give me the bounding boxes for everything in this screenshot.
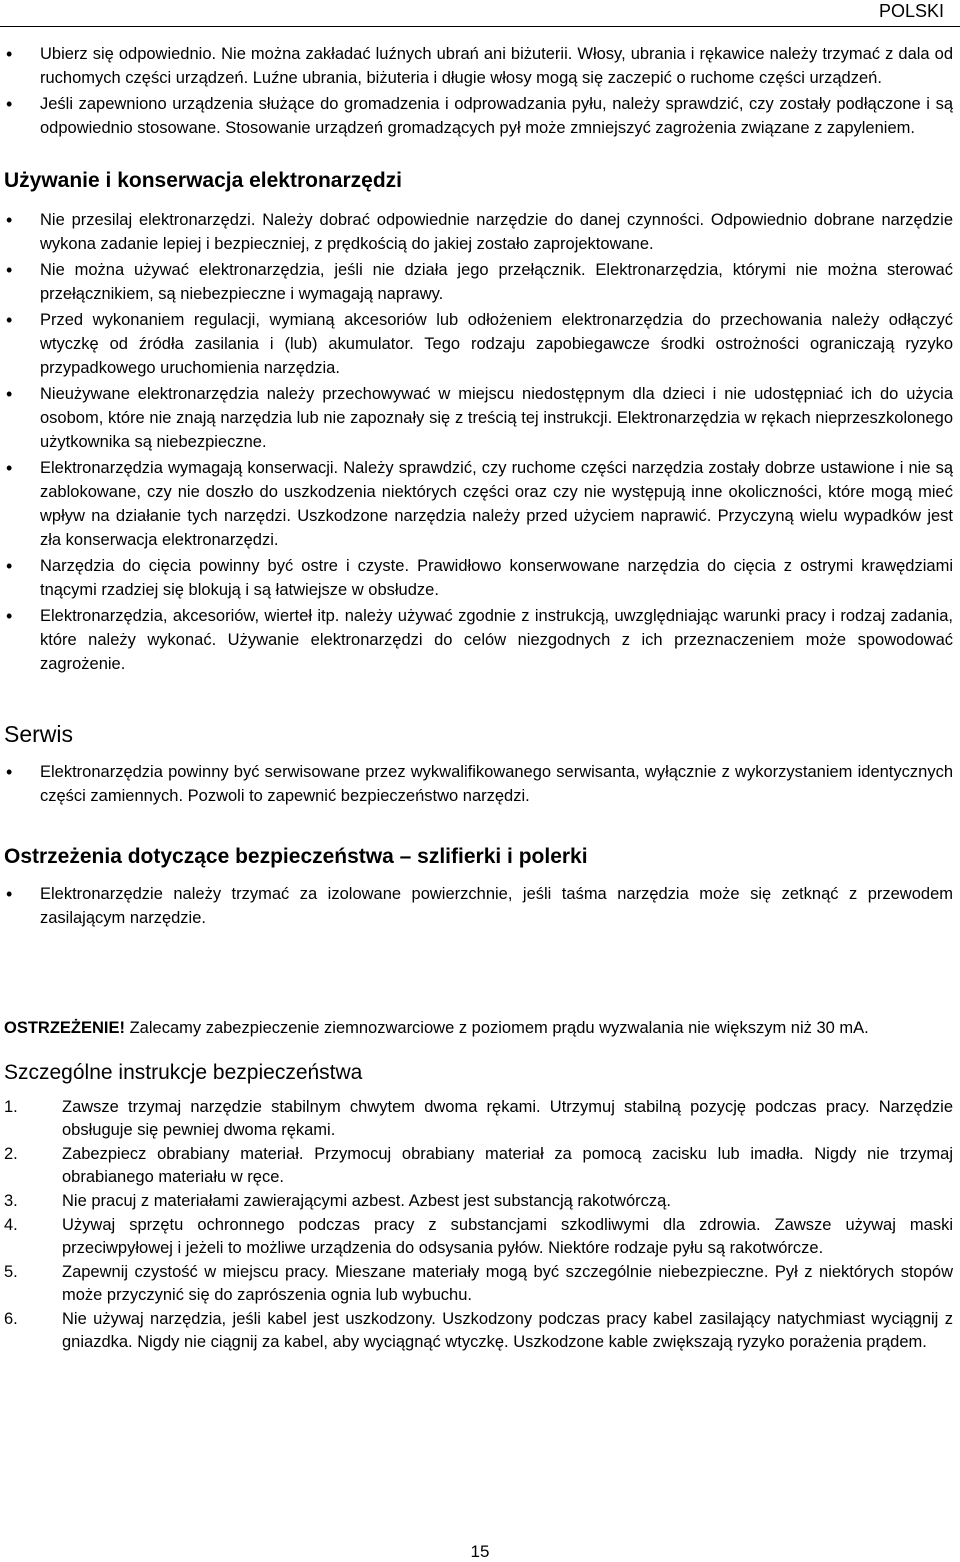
special-instructions-list [4, 1096, 953, 1354]
rcd-warning [4, 1016, 953, 1040]
list-item: • Elektronarzędzia, akcesoriów, wierteł itp. należy używać zgodnie z instrukcją, uwzględniając warunki pracy i rodzaj zadania, które należy wykonać. Używanie elektronarzędzi do celów niezgodnych z ich przeznaczeniem może spowodować zagrożenie. [4, 604, 953, 676]
intro-bullet-list [4, 42, 953, 140]
use-and-care-bullet-list [4, 208, 953, 676]
list-item: • Nieużywane elektronarzędzia należy przechowywać w miejscu niedostępnym dla dzieci i nie udostępniać ich do użycia osobom, które nie znają narzędzia lub nie zapoznały się z treścią tej instrukcji. Elektronarzędzia w rękach nieprzeszkolonego użytkownika są niebezpieczne. [4, 382, 953, 454]
list-item: • Nie można używać elektronarzędzia, jeśli nie działa jego przełącznik. Elektronarzędzia, którymi nie można sterować przełącznikiem, są niebezpieczne i wymagają naprawy. [4, 258, 953, 306]
item-number: 1. [4, 1098, 18, 1116]
numbered-item [4, 1096, 953, 1142]
item-text: Nie pracuj z materiałami zawierającymi azbest. Azbest jest substancją rakotwórczą. [62, 1192, 671, 1210]
page-number: 15 [470, 1542, 490, 1561]
list-item: • Jeśli zapewniono urządzenia służące do gromadzenia i odprowadzania pyłu, należy sprawdzić, czy zostały podłączone i są odpowiednio stosowane. Stosowanie urządzeń gromadzących pył może zmniejszyć zagrożenia związane z zapyleniem. [4, 92, 953, 140]
document-body [4, 42, 953, 1355]
item-text: Używaj sprzętu ochronnego podczas pracy z substancjami szkodliwymi dla zdrowia. Zawsze używaj maski przeciwpyłowej i jeżeli to możliwe urządzenia do odsysania pyłów. Niektóre rodzaje pyłu są rakotwórcze. [62, 1216, 953, 1257]
numbered-item [4, 1190, 953, 1213]
item-number: 6. [4, 1310, 18, 1328]
warning-label: OSTRZEŻENIE! [4, 1019, 126, 1037]
grinder-bullet-list [4, 882, 953, 930]
section-title-special-instructions: Szczególne instrukcje bezpieczeństwa [4, 1061, 363, 1084]
numbered-item [4, 1143, 953, 1189]
item-number: 2. [4, 1145, 18, 1163]
item-number: 5. [4, 1263, 18, 1281]
list-item: • Przed wykonaniem regulacji, wymianą akcesoriów lub odłożeniem elektronarzędzia do przechowania należy odłączyć wtyczkę od źródła zasilania i (lub) akumulator. Tego rodzaju zapobiegawcze środki ostrożności ograniczają ryzyko przypadkowego uruchomienia narzędzia. [4, 308, 953, 380]
item-text: Zabezpiecz obrabiany materiał. Przymocuj obrabiany materiał za pomocą zacisku lub imadła. Nigdy nie trzymaj obrabianego materiału w ręce. [62, 1145, 953, 1186]
item-text: Nie używaj narzędzia, jeśli kabel jest uszkodzony. Uszkodzony podczas pracy kabel zasilający natychmiast wyciągnij z gniazdka. Nigdy nie ciągnij za kabel, aby wyciągnąć wtyczkę. Uszkodzone kable zwiększają ryzyko porażenia prądem. [62, 1310, 953, 1351]
section-title-use-and-care: Używanie i konserwacja elektronarzędzi [4, 169, 402, 192]
header-divider [0, 26, 960, 27]
list-item: • Narzędzia do cięcia powinny być ostre i czyste. Prawidłowo konserwowane narzędzia do cięcia z ostrymi krawędziami tnącymi rzadziej się blokują i są łatwiejsze w obsłudze. [4, 554, 953, 602]
numbered-item [4, 1261, 953, 1307]
warning-text: Zalecamy zabezpieczenie ziemnozwarciowe z poziomem prądu wyzwalania nie większym niż 30 mA. [125, 1019, 869, 1037]
page-header-language: POLSKI [878, 1, 944, 21]
numbered-item [4, 1214, 953, 1260]
numbered-item [4, 1308, 953, 1354]
section-title-grinder-warnings: Ostrzeżenia dotyczące bezpieczeństwa – szlifierki i polerki [4, 845, 588, 868]
list-item: • Ubierz się odpowiednio. Nie można zakładać luźnych ubrań ani biżuterii. Włosy, ubrania i rękawice należy trzymać z dala od ruchomych części urządzeń. Luźne ubrania, biżuteria i długie włosy mogą się zaczepić o ruchome części urządzeń. [4, 42, 953, 90]
service-bullet-list [4, 760, 953, 808]
list-item: • Elektronarzędzie należy trzymać za izolowane powierzchnie, jeśli taśma narzędzia może się zetknąć z przewodem zasilającym narzędzie. [4, 882, 953, 930]
item-number: 3. [4, 1192, 18, 1210]
section-title-service: Serwis [4, 721, 74, 747]
item-text: Zawsze trzymaj narzędzie stabilnym chwytem dwoma rękami. Utrzymuj stabilną pozycję podczas pracy. Narzędzie obsługuje się pewniej dwoma rękami. [62, 1098, 953, 1139]
list-item: • Nie przesilaj elektronarzędzi. Należy dobrać odpowiednie narzędzie do danej czynności. Odpowiednio dobrane narzędzie wykona zadanie lepiej i bezpieczniej, z prędkością do jakiej zostało zaprojektowane. [4, 208, 953, 256]
item-text: Zapewnij czystość w miejscu pracy. Mieszane materiały mogą być szczególnie niebezpieczne. Pył z niektórych stopów może przyczynić się do zaprószenia ognia lub wybuchu. [62, 1263, 953, 1304]
item-number: 4. [4, 1216, 18, 1234]
list-item: • Elektronarzędzia wymagają konserwacji. Należy sprawdzić, czy ruchome części narzędzia zostały dobrze ustawione i nie są zablokowane, czy nie doszło do uszkodzenia niektórych części oraz czy nie występują inne okoliczności, które mogą mieć wpływ na działanie tych narzędzi. Uszkodzone narzędzia należy przed użyciem naprawić. Przyczyną wielu wypadków jest zła konserwacja elektronarzędzi. [4, 456, 953, 552]
list-item: • Elektronarzędzia powinny być serwisowane przez wykwalifikowanego serwisanta, wyłącznie z wykorzystaniem identycznych części zamiennych. Pozwoli to zapewnić bezpieczeństwo narzędzi. [4, 760, 953, 808]
